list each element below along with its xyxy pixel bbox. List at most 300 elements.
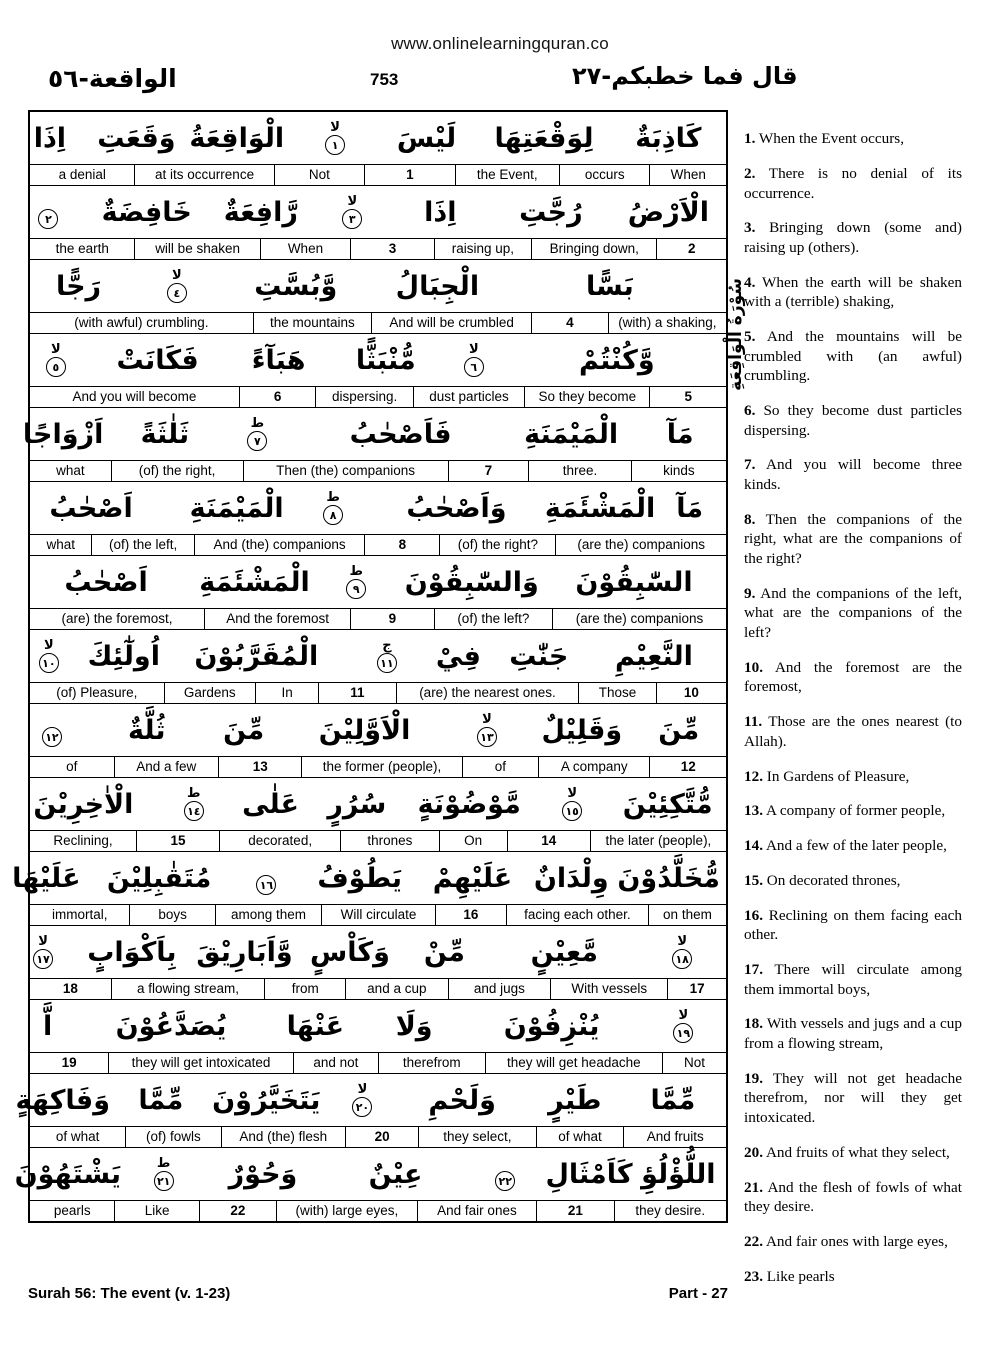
stop-sign-icon: لا xyxy=(171,268,182,283)
ayah-number-marker xyxy=(125,1157,201,1191)
translation-item xyxy=(744,164,962,203)
arabic-word: وَفَاكِهَةٍ xyxy=(15,1084,111,1116)
translation-text: Then the companions of the right, what are the companions of the right? xyxy=(744,510,962,567)
arabic-line xyxy=(30,482,726,534)
gloss-word: A company xyxy=(538,757,649,777)
arabic-word: وَقَعَتِ xyxy=(97,122,176,154)
translation-item xyxy=(744,767,962,787)
arabic-word: اللُّؤْلُؤِ xyxy=(641,1158,716,1190)
verse-row xyxy=(30,334,726,408)
gloss-ayah-number: 22 xyxy=(199,1201,276,1221)
gloss-word: immortal, xyxy=(52,907,108,922)
gloss-word: (of) fowls xyxy=(125,1127,220,1147)
translation-number: 5. xyxy=(744,328,756,346)
arabic-word: مَآ xyxy=(676,492,704,524)
ayah-number: ١٨ xyxy=(672,949,692,969)
translation-text: And a few of the later people, xyxy=(765,837,947,855)
gloss-ayah-number: 17 xyxy=(667,979,726,999)
arabic-word: مِّنَ xyxy=(658,714,700,746)
stop-sign-icon: لا xyxy=(347,194,358,209)
stop-sign-icon: ج xyxy=(382,638,392,653)
translation-text: A company of former people, xyxy=(765,802,946,820)
gloss-word: (of) the left, xyxy=(91,535,193,555)
ayah-number: ١٠ xyxy=(39,653,59,673)
page-footer xyxy=(28,1285,728,1302)
verse-row xyxy=(30,1000,726,1074)
ayah-number-marker xyxy=(153,787,235,821)
arabic-word: فَكَانَتْ xyxy=(116,344,199,376)
gloss-line xyxy=(30,534,726,555)
arabic-word: الْمَشْئَمَةِ xyxy=(199,566,310,598)
stop-sign-icon: لا xyxy=(51,342,61,357)
translation-text: Bringing down (some and) raising up (others). xyxy=(744,219,962,256)
arabic-word: وَالسّٰبِقُوْنَ xyxy=(404,566,539,598)
translation-item xyxy=(744,1232,962,1252)
arabic-word: اِذَا xyxy=(424,196,457,228)
translation-item xyxy=(744,1178,962,1217)
arabic-word: ثَلٰثَةً xyxy=(140,418,190,450)
translation-item xyxy=(744,906,962,945)
gloss-line xyxy=(30,756,726,777)
translation-item xyxy=(744,327,962,386)
ayah-number: ٢٢ xyxy=(495,1171,515,1191)
gloss-word: boys xyxy=(129,905,214,925)
gloss-word: a flowing stream, xyxy=(111,979,265,999)
translation-text: And fair ones with large eyes, xyxy=(765,1232,948,1250)
gloss-word: they will get headache xyxy=(485,1053,663,1073)
translation-number: 6. xyxy=(744,402,756,420)
site-url: www.onlinelearningquran.co xyxy=(391,34,609,53)
gloss-word: among them xyxy=(215,905,322,925)
gloss-word: When xyxy=(649,165,726,185)
translation-number: 7. xyxy=(744,456,756,474)
gloss-word: And (the) companions xyxy=(194,535,365,555)
gloss-word: dispersing. xyxy=(315,387,412,407)
gloss-word: So they become xyxy=(524,387,649,407)
translation-text: There will circulate among them immortal boys, xyxy=(744,961,962,998)
ayah-number: ٢٠ xyxy=(352,1097,372,1117)
translation-number: 19. xyxy=(744,1069,763,1087)
stop-sign-icon xyxy=(503,1157,508,1170)
arabic-word: عِيْنٌ xyxy=(368,1158,423,1190)
arabic-word: يَشْتَهُوْنَ xyxy=(14,1158,122,1190)
gloss-ayah-number: 8 xyxy=(364,535,439,555)
gloss-ayah-number: 4 xyxy=(531,313,608,333)
arabic-word: مُّخَلَّدُوْنَ xyxy=(617,862,720,894)
gloss-word: Not xyxy=(274,165,364,185)
gloss-word: they select, xyxy=(418,1127,535,1147)
gloss-line xyxy=(30,682,726,703)
gloss-word: Bringing down, xyxy=(531,239,656,259)
ayah-number-marker xyxy=(139,269,215,303)
ayah-number-marker xyxy=(14,935,72,969)
verse-row xyxy=(14,1148,726,1221)
arabic-line xyxy=(14,1148,726,1200)
arabic-word: لَيْسَ xyxy=(396,122,457,154)
gloss-line xyxy=(30,830,726,851)
arabic-word: طَيْرٍ xyxy=(548,1084,602,1116)
arabic-word: وَلَا xyxy=(395,1010,433,1042)
arabic-word: كَاذِبَةٌ xyxy=(635,122,702,154)
verse-row xyxy=(30,482,726,556)
gloss-word: from xyxy=(264,979,345,999)
arabic-word: يُصَدَّعُوْنَ xyxy=(115,1010,227,1042)
translation-number: 13. xyxy=(744,802,763,820)
gloss-word: On xyxy=(439,831,507,851)
gloss-word: And fruits xyxy=(623,1127,726,1147)
translation-number: 17. xyxy=(744,961,763,978)
translation-number: 9. xyxy=(744,584,756,602)
translation-item xyxy=(744,712,962,751)
translation-number: 1. xyxy=(744,130,756,148)
ayah-number: ٧ xyxy=(247,431,267,451)
translation-text: When the earth will be shaken with a (terrible) shaking, xyxy=(744,273,962,311)
gloss-word: facing each other. xyxy=(506,905,648,925)
arabic-word: فِيْ xyxy=(435,640,481,672)
translation-text: Reclining on them facing each other. xyxy=(744,906,963,944)
arabic-word: فَاَصْحٰبُ xyxy=(349,418,452,450)
gloss-word: of xyxy=(462,757,539,777)
gloss-word: a denial xyxy=(58,167,106,182)
gloss-word: dust particles xyxy=(413,387,524,407)
gloss-word: (of) the left? xyxy=(434,609,552,629)
arabic-line xyxy=(12,852,726,904)
ayah-number: ٢ xyxy=(38,209,58,229)
arabic-word: مِّنْ xyxy=(423,936,465,968)
ayah-number-marker xyxy=(349,639,425,673)
stop-sign-icon: لا xyxy=(357,1082,368,1097)
translation-text: On decorated thrones, xyxy=(766,871,901,889)
ayah-number-marker xyxy=(642,935,722,969)
gloss-line xyxy=(30,608,726,629)
translation-item xyxy=(744,801,962,821)
translation-item xyxy=(744,401,962,440)
arabic-word: وَاَصْحٰبُ xyxy=(406,492,507,524)
translation-number: 20. xyxy=(744,1143,763,1161)
verse-row xyxy=(30,260,726,334)
arabic-word: رَجًّا xyxy=(55,270,102,302)
gloss-word: kinds xyxy=(631,461,726,481)
translation-number: 10. xyxy=(744,658,763,676)
gloss-ayah-number: 14 xyxy=(507,831,590,851)
translation-item xyxy=(744,218,962,257)
translation-number: 8. xyxy=(744,510,756,528)
translation-text: And fruits of what they select, xyxy=(765,1143,950,1161)
ayah-number-marker xyxy=(446,713,529,747)
gloss-word: (are the) companions xyxy=(552,609,726,629)
arabic-line xyxy=(30,630,726,682)
ayah-number: ٨ xyxy=(323,505,343,525)
arabic-word: عَنْهَا xyxy=(286,1010,345,1042)
arabic-word: كَاَمْثَالِ xyxy=(545,1158,633,1190)
translation-text: In Gardens of Pleasure, xyxy=(766,767,910,785)
gloss-word: the earth xyxy=(55,241,109,256)
gloss-word: and jugs xyxy=(448,979,551,999)
translation-item xyxy=(744,273,962,312)
ayah-number: ١٤ xyxy=(184,801,204,821)
arabic-word: خَافِضَةٌ xyxy=(101,196,192,228)
ayah-number: ١٦ xyxy=(256,875,276,895)
ayah-number: ١١ xyxy=(377,653,397,673)
arabic-word: اَصْحٰبُ xyxy=(49,492,133,524)
gloss-ayah-number: 12 xyxy=(649,757,726,777)
arabic-line xyxy=(22,408,726,460)
gloss-word: (are) the foremost, xyxy=(61,611,173,626)
gloss-word: therefrom xyxy=(378,1053,485,1073)
translation-item xyxy=(744,510,962,569)
ayah-number: ١٢ xyxy=(42,727,62,747)
translation-item xyxy=(744,1143,962,1163)
gloss-word: (of) the right, xyxy=(111,461,243,481)
gloss-ayah-number: 20 xyxy=(345,1127,418,1147)
gloss-line xyxy=(30,238,726,259)
side-surah-marker-arabic: سُوْرَةُ الْوَاقِعَةِ xyxy=(726,278,746,391)
gloss-ayah-number: 11 xyxy=(318,683,395,703)
verse-row xyxy=(30,704,726,778)
page-header xyxy=(0,64,1000,106)
translation-item xyxy=(744,1069,962,1128)
gloss-word: With vessels xyxy=(550,979,667,999)
ayah-number-marker xyxy=(531,787,613,821)
verse-row xyxy=(30,186,726,260)
gloss-word: at its occurrence xyxy=(134,165,273,185)
arabic-line xyxy=(30,778,726,830)
translation-column xyxy=(744,114,962,1293)
stop-sign-icon: ط xyxy=(326,490,340,505)
gloss-word: they desire. xyxy=(614,1201,726,1221)
arabic-line xyxy=(30,704,726,756)
translation-item xyxy=(744,658,962,697)
translation-text: And the foremost are the foremost, xyxy=(744,658,962,696)
quran-word-by-word-table xyxy=(12,110,728,1223)
arabic-word: الْوَاقِعَةُ xyxy=(189,122,285,154)
arabic-line xyxy=(30,186,726,238)
arabic-word: مَآ xyxy=(666,418,694,450)
gloss-ayah-number: 18 xyxy=(62,981,78,996)
gloss-ayah-number: 15 xyxy=(136,831,219,851)
surah-name-arabic: الواقعة-٥٦ xyxy=(48,64,177,93)
arabic-word: وَّاَبَارِيْقَ xyxy=(196,936,293,968)
gloss-line xyxy=(30,1200,726,1221)
gloss-word: occurs xyxy=(559,165,649,185)
verse-row xyxy=(30,112,726,186)
arabic-line xyxy=(30,334,726,386)
gloss-ayah-number: 2 xyxy=(656,239,726,259)
gloss-line xyxy=(30,312,726,333)
arabic-word: رَّافِعَةٌ xyxy=(223,196,298,228)
arabic-word: وَلَحْمِ xyxy=(428,1084,496,1116)
stop-sign-icon: لا xyxy=(482,712,492,727)
verse-row xyxy=(30,630,726,704)
gloss-word: and a cup xyxy=(345,979,448,999)
arabic-word: مَّعِيْنٍ xyxy=(530,936,598,968)
stop-sign-icon: لا xyxy=(567,786,578,801)
ayah-number: ١٧ xyxy=(33,949,53,969)
arabic-word: الْمُقَرَّبُوْنَ xyxy=(194,640,319,672)
gloss-word: And you will become xyxy=(72,389,197,404)
ayah-number-marker xyxy=(14,713,90,747)
footer-part-label: Part - 27 xyxy=(668,1285,728,1302)
stop-sign-icon: لا xyxy=(678,1008,689,1023)
translation-number: 3. xyxy=(744,219,756,237)
gloss-line xyxy=(30,904,726,925)
arabic-word: السّٰبِقُوْنَ xyxy=(575,566,693,598)
arabic-word: الْمَيْمَنَةِ xyxy=(524,418,619,450)
ayah-number: ٥ xyxy=(46,357,66,377)
translation-number: 14. xyxy=(744,837,763,855)
translation-text: So they become dust particles dispersing. xyxy=(744,402,962,439)
gloss-word: Gardens xyxy=(164,683,255,703)
gloss-word: on them xyxy=(648,905,726,925)
gloss-word: And fair ones xyxy=(417,1201,537,1221)
gloss-word: And (the) flesh xyxy=(221,1127,346,1147)
gloss-line xyxy=(30,460,726,481)
juz-name-arabic: قال فما خطبكم-٢٧ xyxy=(572,62,798,90)
gloss-word: the Event, xyxy=(455,165,559,185)
translation-number: 23. xyxy=(744,1267,763,1285)
arabic-word: الْجِبَالُ xyxy=(395,270,480,302)
translation-text: And the mountains will be crumbled with (an awful) crumbling. xyxy=(744,328,962,385)
gloss-word: And a few xyxy=(114,757,218,777)
translation-item xyxy=(744,871,962,891)
gloss-word: the later (people), xyxy=(590,831,726,851)
translation-number: 21. xyxy=(744,1178,763,1196)
gloss-word: thrones xyxy=(340,831,438,851)
arabic-word: هَبَآءً xyxy=(251,344,306,376)
arabic-word: اَّ xyxy=(43,1010,53,1042)
page-number: 753 xyxy=(370,70,399,89)
gloss-line xyxy=(30,978,726,999)
translation-item xyxy=(744,1014,962,1053)
ayah-number: ٩ xyxy=(346,579,366,599)
translation-item xyxy=(744,455,962,494)
translation-text: Like pearls xyxy=(766,1267,835,1285)
translation-item xyxy=(744,836,962,856)
translation-text: Those are the ones nearest (to Allah). xyxy=(744,713,962,750)
gloss-ayah-number: 7 xyxy=(448,461,529,481)
gloss-word: pearls xyxy=(53,1203,91,1218)
arabic-word: لِوَقْعَتِهَا xyxy=(494,122,594,154)
arabic-word: الْاٰخِرِيْنَ xyxy=(33,788,134,820)
gloss-word: (are the) companions xyxy=(555,535,726,555)
ayah-number-marker xyxy=(326,1083,398,1117)
arabic-word: ثُلَّةٌ xyxy=(128,714,166,746)
translation-text: There is no denial of its occurrence. xyxy=(744,164,962,202)
gloss-word: what xyxy=(46,537,76,552)
gloss-word: and not xyxy=(293,1053,378,1073)
gloss-ayah-number: 10 xyxy=(656,683,726,703)
ayah-number-marker xyxy=(290,121,379,155)
ayah-number-marker xyxy=(436,343,512,377)
gloss-word: And will be crumbled xyxy=(371,313,531,333)
arabic-word: الْاَرْضُ xyxy=(627,196,710,228)
ayah-number: ١٩ xyxy=(673,1023,693,1043)
stop-sign-icon: ط xyxy=(187,786,201,801)
gloss-word: they will get intoxicated xyxy=(108,1053,293,1073)
gloss-word: raising up, xyxy=(434,239,531,259)
arabic-word: الْاَوَّلِيْنَ xyxy=(318,714,411,746)
ayah-number: ٢١ xyxy=(154,1171,174,1191)
gloss-ayah-number: 6 xyxy=(239,387,316,407)
stop-sign-icon: ط xyxy=(349,564,364,579)
gloss-ayah-number: 3 xyxy=(350,239,434,259)
arabic-word: اِذَا xyxy=(33,122,67,154)
arabic-word: سُرُرٍ xyxy=(327,788,387,820)
gloss-word: the mountains xyxy=(253,313,371,333)
arabic-word: بَسًّا xyxy=(586,270,634,302)
ayah-number-marker xyxy=(218,417,298,451)
arabic-word: عَلٰى xyxy=(242,788,299,820)
translation-text: And the companions of the left, what are the companions of the left? xyxy=(744,584,962,641)
arabic-word: جَنّٰتِ xyxy=(509,640,569,672)
translation-number: 15. xyxy=(744,871,763,889)
translation-number: 18. xyxy=(744,1015,763,1033)
stop-sign-icon: لا xyxy=(468,342,479,357)
gloss-word: of what xyxy=(536,1127,624,1147)
gloss-line xyxy=(30,164,726,185)
arabic-line xyxy=(30,926,726,978)
translation-number: 4. xyxy=(744,273,756,291)
gloss-word: decorated, xyxy=(219,831,340,851)
ayah-number: ٤ xyxy=(167,283,187,303)
arabic-word: مُّتَّكِئِيْنَ xyxy=(622,788,713,820)
ayah-number: ١٥ xyxy=(562,801,582,821)
arabic-word: وَّبُسَّتِ xyxy=(254,270,338,302)
gloss-word: (with) large eyes, xyxy=(276,1201,417,1221)
arabic-word: مَّوْضُوْنَةٍ xyxy=(417,788,521,820)
footer-surah-label: Surah 56: The event (v. 1-23) xyxy=(28,1285,231,1302)
ayah-number-marker xyxy=(296,491,370,525)
translation-item xyxy=(744,129,962,149)
ayah-number: ٦ xyxy=(464,357,484,377)
verse-row xyxy=(30,556,726,630)
translation-number: 11. xyxy=(744,713,763,731)
arabic-line xyxy=(30,260,726,312)
translation-item xyxy=(744,960,962,999)
translation-item xyxy=(744,1267,962,1287)
arabic-word: اَزْوَاجًا xyxy=(22,418,104,450)
ayah-number-marker xyxy=(18,343,94,377)
gloss-word: the former (people), xyxy=(301,757,461,777)
gloss-word: Those xyxy=(578,683,655,703)
translation-text: And the flesh of fowls of what they desire. xyxy=(744,1178,962,1216)
gloss-ayah-number: 19 xyxy=(61,1055,77,1070)
arabic-word: الْمَشْئَمَةِ xyxy=(544,492,656,524)
stop-sign-icon xyxy=(264,861,269,874)
arabic-line xyxy=(30,556,726,608)
stop-sign-icon: لا xyxy=(330,120,340,135)
ayah-number-marker xyxy=(467,1157,543,1191)
arabic-word: يَطُوْفُ xyxy=(317,862,403,894)
gloss-ayah-number: 9 xyxy=(350,609,434,629)
stop-sign-icon xyxy=(46,195,51,208)
gloss-ayah-number: 21 xyxy=(536,1201,613,1221)
arabic-word: وَكَاْسٍ xyxy=(309,936,390,968)
gloss-word: (with awful) crumbling. xyxy=(74,315,209,330)
gloss-line xyxy=(30,1126,726,1147)
gloss-line xyxy=(30,386,726,407)
gloss-word: When xyxy=(260,239,350,259)
stop-sign-icon: لا xyxy=(677,934,688,949)
stop-sign-icon: لا xyxy=(38,934,48,949)
arabic-word: وَّكُنْتُمْ xyxy=(578,344,655,376)
gloss-word: Not xyxy=(662,1053,726,1073)
translation-text: They will not get headache therefrom, nor will they get intoxicated. xyxy=(744,1069,962,1126)
arabic-line xyxy=(15,1074,726,1126)
translation-number: 2. xyxy=(744,164,756,182)
verse-row xyxy=(30,778,726,852)
gloss-word: (of) the right? xyxy=(439,535,555,555)
